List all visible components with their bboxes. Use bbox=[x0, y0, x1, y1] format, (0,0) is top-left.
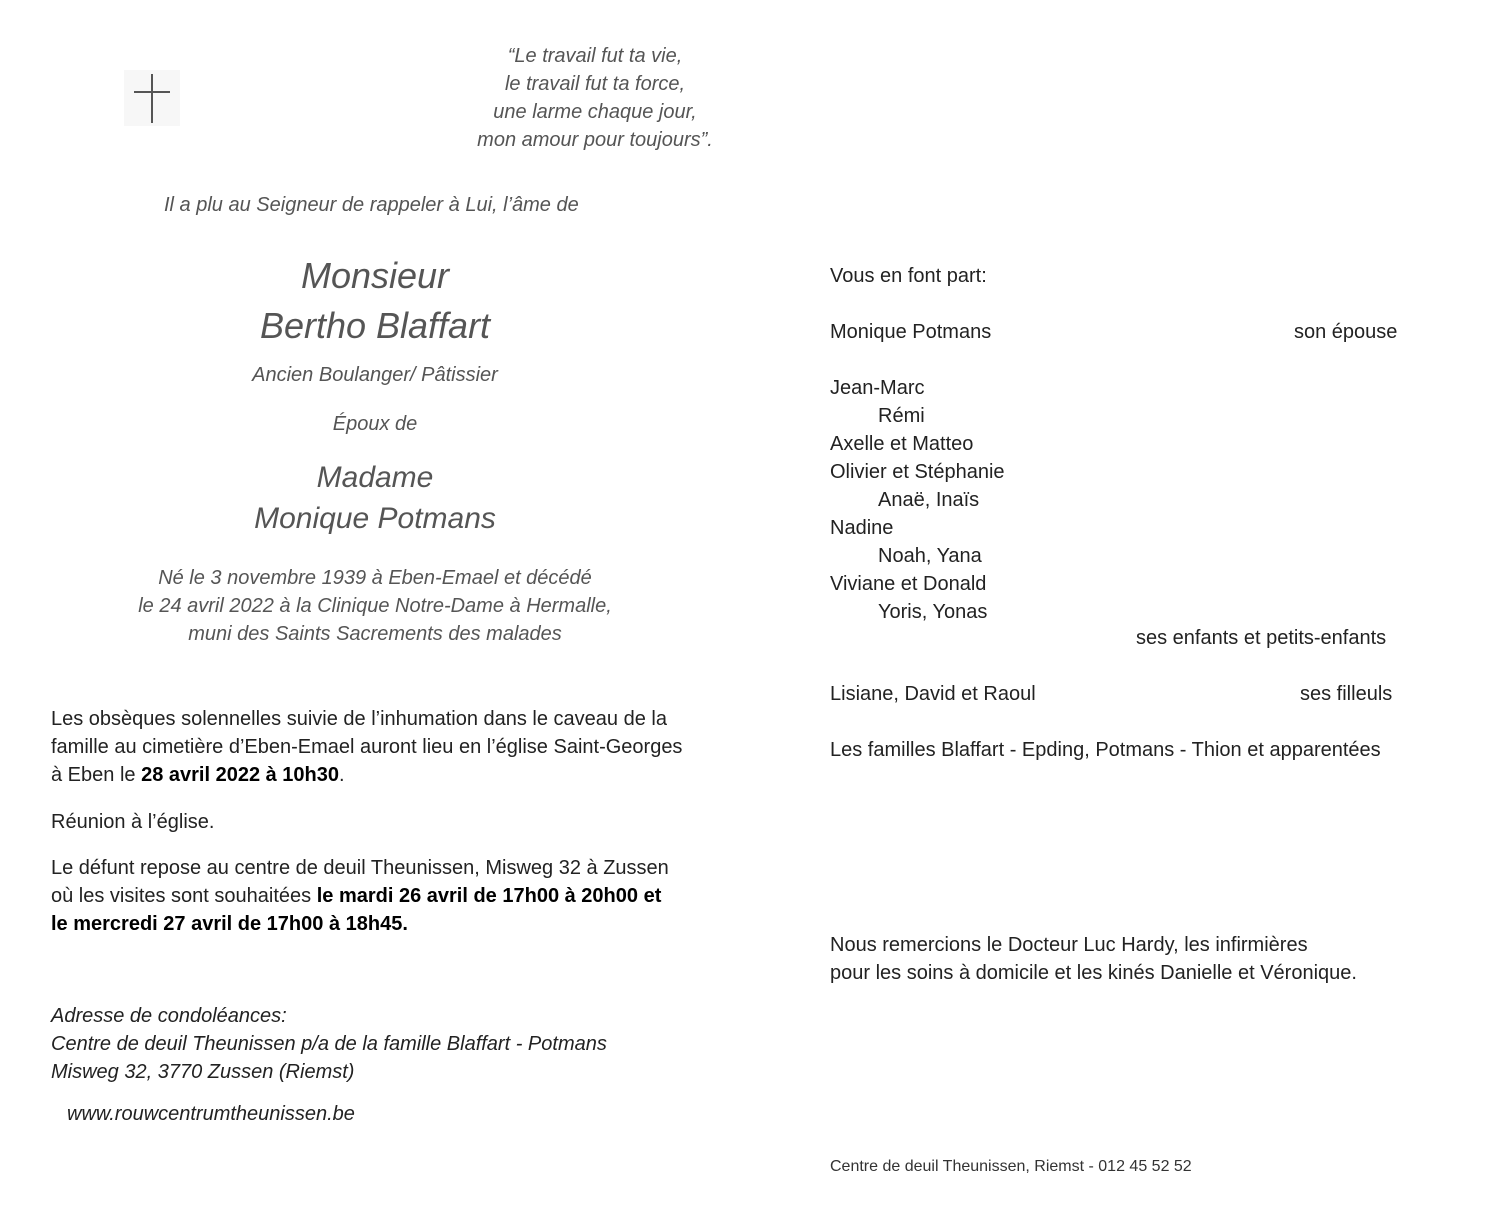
funeral-date: 28 avril 2022 à 10h30 bbox=[141, 764, 340, 786]
poem-line: “Le travail fut ta vie, bbox=[507, 45, 683, 67]
visits-time: le mercredi 27 avril de 17h00 à 18h45. bbox=[51, 913, 408, 935]
condolences-line: Misweg 32, 3770 Zussen (Riemst) bbox=[51, 1061, 355, 1083]
godchildren-row-relation: ses filleuls bbox=[1300, 683, 1393, 705]
condolences-block bbox=[51, 1002, 731, 1086]
spouse-label: Époux de bbox=[332, 413, 418, 435]
poem-line: mon amour pour toujours”. bbox=[477, 129, 713, 151]
spouse-row-name: Monique Potmans bbox=[830, 321, 992, 343]
intro-text: Il a plu au Seigneur de rappeler à Lui, l’âme de bbox=[164, 194, 579, 216]
dates-line: Né le 3 novembre 1939 à Eben-Emael et décédé bbox=[158, 567, 592, 589]
children-relation: ses enfants et petits-enfants bbox=[1136, 627, 1387, 649]
thanks-line: Nous remercions le Docteur Luc Hardy, les infirmières bbox=[830, 934, 1308, 956]
list-item: Axelle et Matteo bbox=[830, 433, 974, 455]
condolences-line: Centre de deuil Theunissen p/a de la famille Blaffart - Potmans bbox=[51, 1033, 607, 1055]
visits-time: le mardi 26 avril de 17h00 à 20h00 et bbox=[316, 885, 662, 907]
cross-icon bbox=[124, 70, 180, 126]
funeral-line: Les obsèques solennelles suivie de l’inhumation dans le caveau de la bbox=[51, 708, 667, 730]
poem-line: le travail fut ta force, bbox=[504, 73, 686, 95]
visits-paragraph bbox=[51, 854, 731, 938]
profession: Ancien Boulanger/ Pâtissier bbox=[252, 364, 498, 386]
list-item: Viviane et Donald bbox=[830, 573, 987, 595]
spouse-name: Monique Potmans bbox=[254, 502, 496, 535]
funeral-paragraph bbox=[51, 705, 731, 789]
website-link[interactable]: www.rouwcentrumtheunissen.be bbox=[67, 1103, 355, 1125]
list-item: Yoris, Yonas bbox=[878, 601, 988, 623]
visits-line: où les visites sont souhaitées le mardi 26 avril de 17h00 à 20h00 et bbox=[51, 885, 662, 907]
thanks-line: pour les soins à domicile et les kinés Danielle et Véronique. bbox=[830, 962, 1357, 984]
list-item: Anaë, Inaïs bbox=[878, 489, 980, 511]
dates-line: le 24 avril 2022 à la Clinique Notre-Dame à Hermalle, bbox=[138, 595, 612, 617]
deceased-name: Bertho Blaffart bbox=[259, 305, 491, 346]
poem-line: une larme chaque jour, bbox=[493, 101, 697, 123]
thanks-block bbox=[830, 931, 1357, 987]
funeral-line: famille au cimetière d’Eben-Emael auront lieu en l’église Saint-Georges bbox=[51, 736, 683, 758]
poem bbox=[430, 42, 760, 154]
list-item: Jean-Marc bbox=[830, 377, 925, 399]
deceased-title: Monsieur bbox=[300, 255, 450, 296]
condolences-line: Adresse de condoléances: bbox=[51, 1005, 287, 1027]
dates-line: muni des Saints Sacrements des malades bbox=[188, 623, 562, 645]
announce-text: Vous en font part: bbox=[830, 265, 987, 287]
list-item: Olivier et Stéphanie bbox=[830, 461, 1005, 483]
dates-block bbox=[60, 564, 690, 648]
godchildren-row-name: Lisiane, David et Raoul bbox=[830, 683, 1036, 705]
spouse-row-relation: son épouse bbox=[1294, 321, 1398, 343]
funeral-line: à Eben le 28 avril 2022 à 10h30. bbox=[51, 764, 345, 786]
spouse-title: Madame bbox=[316, 461, 434, 494]
list-item: Rémi bbox=[878, 405, 925, 427]
list-item: Noah, Yana bbox=[878, 545, 982, 567]
footer-contact: Centre de deuil Theunissen, Riemst - 012 45 52 52 bbox=[830, 1158, 1192, 1175]
reunion-text: Réunion à l’église. bbox=[51, 811, 215, 833]
families-text: Les familles Blaffart - Epding, Potmans - Thion et apparentées bbox=[830, 739, 1381, 761]
visits-line: Le défunt repose au centre de deuil Theunissen, Misweg 32 à Zussen bbox=[51, 857, 669, 879]
children-list bbox=[830, 374, 1005, 626]
list-item: Nadine bbox=[830, 517, 894, 539]
